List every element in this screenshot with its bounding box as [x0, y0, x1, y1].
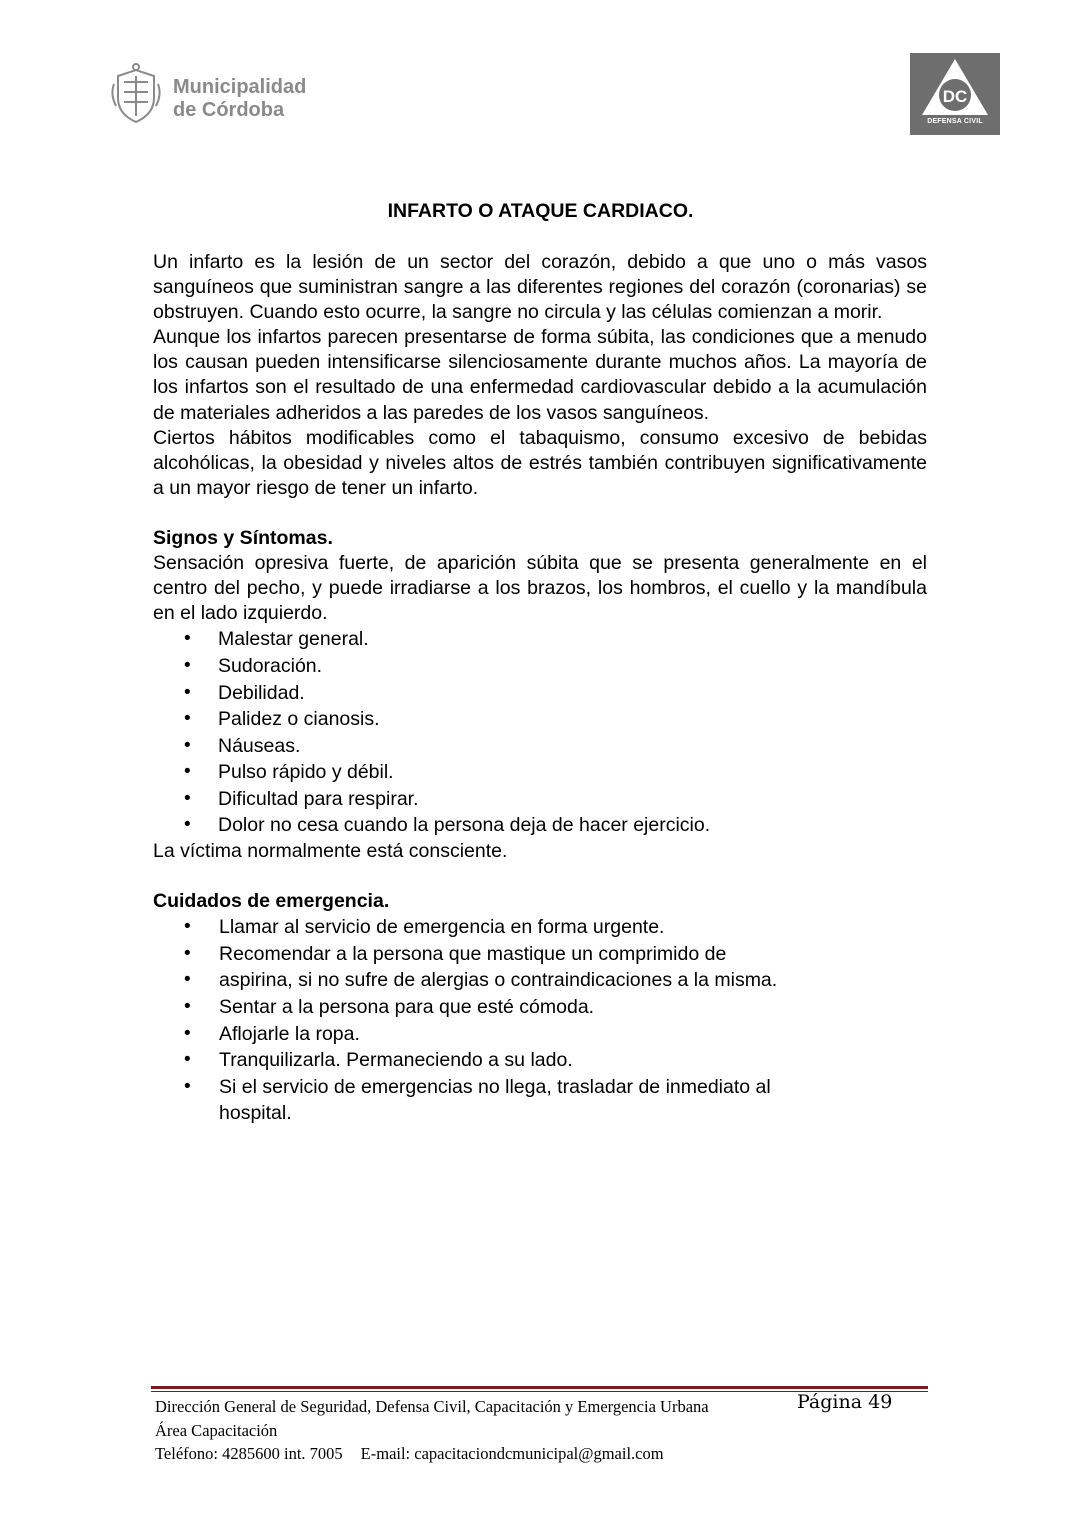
bullet-icon: •: [184, 761, 191, 783]
footer-phone: Teléfono: 4285600 int. 7005: [155, 1444, 343, 1463]
civil-defense-logo: [910, 53, 1000, 135]
bullet-icon: •: [184, 787, 191, 809]
municipality-name: [173, 76, 306, 122]
signs-closing: La víctima normalmente está consciente.: [153, 840, 508, 863]
footer-department: Dirección General de Seguridad, Defensa Civil, Capacitación y Emergencia Urbana: [155, 1397, 709, 1416]
bullet-icon: •: [184, 681, 191, 703]
intro-paragraph-3: Ciertos hábitos modificables como el tabaquismo, consumo excesivo de bebidas alcohólicas, la obesidad y niveles altos de estrés también contribuyen significativamente a un mayor riesgo de tener un infarto.: [153, 426, 927, 499]
city-crest-icon: [110, 62, 162, 126]
list-item: • Llamar al servicio de emergencia en forma urgente.: [218, 914, 927, 941]
bullet-icon: •: [184, 969, 191, 991]
list-item: • Recomendar a la persona que mastique un comprimido de: [218, 941, 927, 968]
page-footer: [155, 1395, 709, 1466]
list-item: • Sentar a la persona para que esté cómoda.: [218, 994, 927, 1021]
intro-paragraph-1: Un infarto es la lesión de un sector del corazón, debido a que uno o más vasos sanguíneos que suministran sangre a las diferentes regiones del corazón (coronarias) se obstruyen. Cuando esto ocurre, la sangre no circula y las células comienzan a morir.: [153, 251, 927, 324]
list-item: • Aflojarle la ropa.: [218, 1021, 927, 1048]
footer-contact: [155, 1442, 709, 1466]
list-item: • Pulso rápido y débil.: [218, 759, 927, 786]
municipality-name-line1: Municipalidad: [173, 76, 307, 98]
footer-email: E-mail: capacitaciondcmunicipal@gmail.com: [360, 1444, 664, 1463]
bullet-icon: •: [184, 1049, 191, 1071]
bullet-icon: •: [184, 734, 191, 756]
bullet-icon: •: [184, 942, 191, 964]
care-list: [153, 914, 927, 1127]
municipality-logo: [110, 62, 330, 128]
list-item: • Si el servicio de emergencias no llega, trasladar de inmediato al hospital.: [184, 1075, 771, 1125]
bullet-icon: •: [184, 654, 191, 676]
dc-initials: DC: [942, 87, 968, 106]
signs-description: Sensación opresiva fuerte, de aparición súbita que se presenta generalmente en el centro del pecho, y puede irradiarse a los brazos, los hombros, el cuello y la mandíbula en el lado izquierdo.: [153, 552, 927, 625]
document-body: [153, 250, 927, 1127]
list-item: • Dolor no cesa cuando la persona deja de hacer ejercicio.: [218, 812, 927, 839]
bullet-icon: •: [184, 996, 191, 1018]
list-item: • Malestar general.: [218, 626, 927, 653]
list-item: • Náuseas.: [218, 733, 927, 760]
list-item: • Sudoración.: [218, 653, 927, 680]
page-number: Página 49: [797, 1391, 893, 1413]
bullet-icon: •: [184, 1022, 191, 1044]
list-item: • Dificultad para respirar.: [218, 786, 927, 813]
bullet-icon: •: [184, 814, 191, 836]
municipality-name-line2: de Córdoba: [173, 99, 285, 121]
list-item: • Tranquilizarla. Permaneciendo a su lado.: [218, 1047, 927, 1074]
intro-paragraph-2: Aunque los infartos parecen presentarse de forma súbita, las condiciones que a menudo los causan pueden intensificarse silenciosamente durante muchos años. La mayoría de los infartos son el resultado de una enfermedad cardiovascular debido a la acumulación de materiales adheridos a las paredes de los vasos sanguíneos.: [153, 326, 927, 424]
bullet-icon: •: [184, 916, 191, 938]
footer-rule: [151, 1386, 928, 1389]
page-title: INFARTO O ATAQUE CARDIACO.: [387, 200, 694, 222]
bullet-icon: •: [184, 628, 191, 650]
signs-heading: Signos y Síntomas.: [153, 526, 333, 549]
list-item: • Debilidad.: [218, 680, 927, 707]
bullet-icon: •: [184, 708, 191, 730]
bullet-icon: •: [184, 1075, 191, 1097]
footer-area: Área Capacitación: [155, 1420, 278, 1440]
civil-defense-caption: DEFENSA CIVIL: [927, 118, 983, 125]
symptoms-list: [153, 626, 927, 839]
care-heading: Cuidados de emergencia.: [153, 890, 390, 913]
list-item: • Palidez o cianosis.: [218, 706, 927, 733]
list-item: • aspirina, si no sufre de alergias o contraindicaciones a la misma.: [218, 967, 927, 994]
